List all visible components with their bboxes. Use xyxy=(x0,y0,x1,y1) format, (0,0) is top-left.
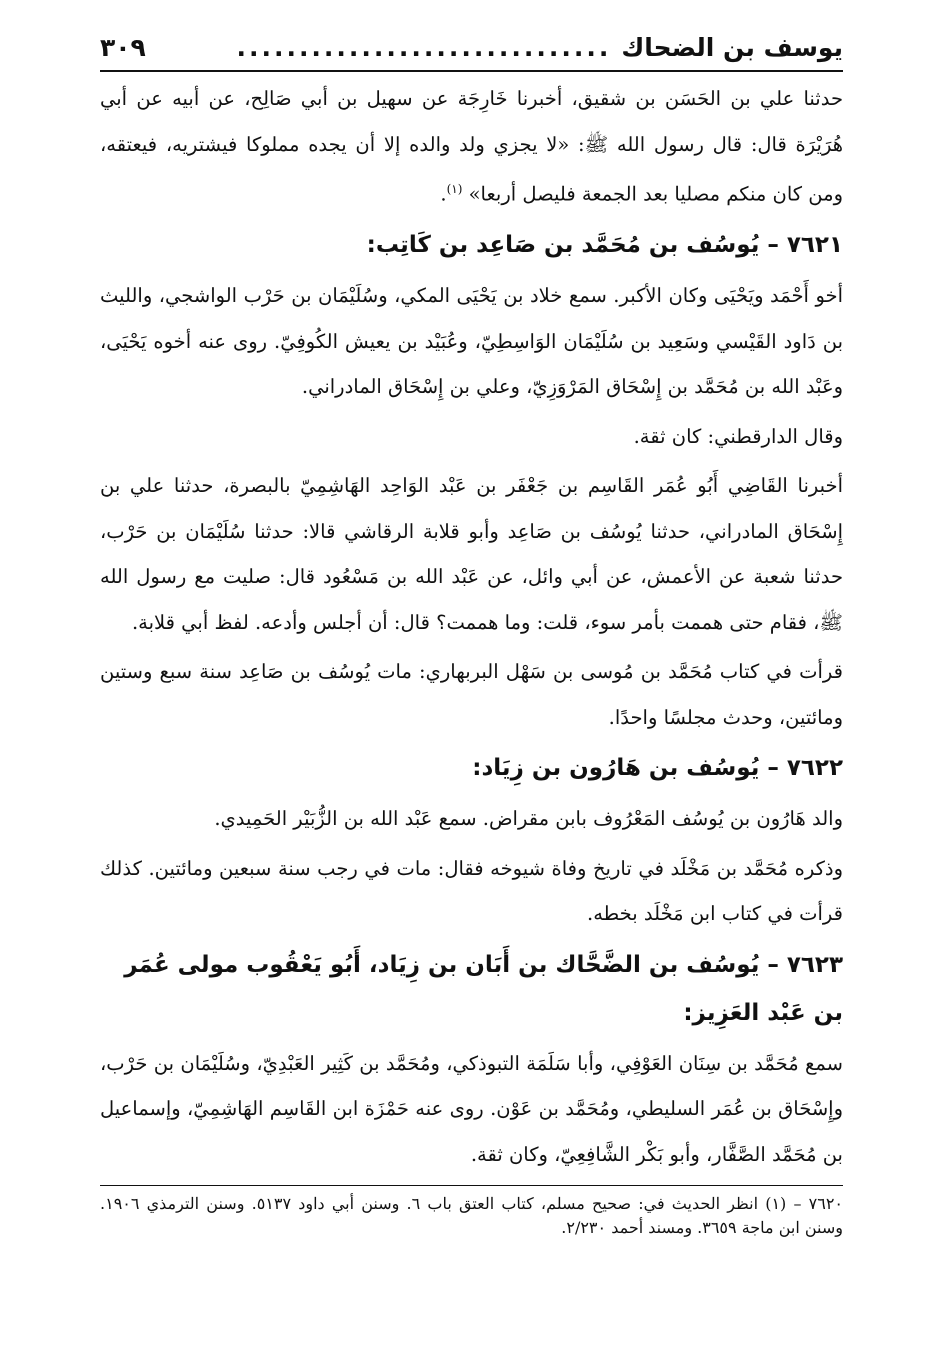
paragraph-bio-7623: سمع مُحَمَّد بن سِنَان العَوْفِي، وأبا سَلَمَة التبوذكي، ومُحَمَّد بن كَثِير العَبْدِيّ، وسُلَيْمَان بن حَرْب، وإِسْحَاق بن عُمَر السليطي، ومُحَمَّد بن عَوْن. روى عنه حَمْزَة ابن القَاسِم الهَاشِمِيّ، وإسماعيل بن مُحَمَّد الصَّفَّار، وأبو بَكْر الشَّافِعِيّ، وكان ثقة. xyxy=(100,1051,843,1166)
entry-number: ٧٦٢٢ – xyxy=(767,755,843,781)
entry-heading-7623 xyxy=(100,941,843,1037)
header-leader-dots: .............................. xyxy=(236,33,612,62)
entry-number: ٧٦٢٣ – xyxy=(767,951,843,978)
entry-heading-7621 xyxy=(100,221,843,269)
entry-title: يُوسُف بن الضَّحَّاك بن أَبَان بن زِيَاد، أَبُو يَعْقُوب مولى عُمَر بن عَبْد العَزِيز: xyxy=(124,951,843,1026)
paragraph-death-note: قرأت في كتاب مُحَمَّد بن مُوسى بن سَهْل البربهاري: مات يُوسُف بن صَاعِد سنة سبع وستين ومائتين، وحدث مجلسًا واحدًا. xyxy=(100,660,843,729)
header-title: يوسف بن الضحاك xyxy=(621,33,843,62)
entry-title: يُوسُف بن مُحَمَّد بن صَاعِد بن كَاتِب: xyxy=(366,232,760,258)
paragraph-daraqutni: وقال الدارقطني: كان ثقة. xyxy=(633,424,843,448)
running-header xyxy=(100,28,843,72)
entry-title: يُوسُف بن هَارُون بن زِيَاد: xyxy=(472,755,760,781)
paragraph-text: حدثنا علي بن الحَسَن بن شقيق، أخبرنا خَارِجَة عن سهيل بن أبي صَالِح، عن أبيه عن أبي هُرَيْرَة قال: قال رسول الله ﷺ: «لا يجزي ولد والده إلا أن يجده مملوكا فيشتريه، فيعتقه، ومن كان منكم مصليا بعد الجمعة فليصل أربعا» xyxy=(100,87,843,206)
entry-heading-7622 xyxy=(100,744,843,792)
paragraph-hadith-7620: حدثنا علي بن الحَسَن بن شقيق، أخبرنا خَارِجَة عن سهيل بن أبي صَالِح، عن أبيه عن أبي هُرَيْرَة قال: قال رسول الله ﷺ: «لا يجزي ولد والده إلا أن يجده مملوكا فيشتريه، فيعتقه، ومن كان منكم مصليا بعد الجمعة فليصل أربعا» $^{(١)}$. xyxy=(100,87,843,206)
paragraph-bio-7622: والد هَارُون بن يُوسُف المَعْرُوف بابن مقراض. سمع عَبْد الله بن الزُّبَيْر الحَمِيدي. xyxy=(214,807,843,830)
footnote-separator xyxy=(100,1185,843,1186)
page-number: ٣٠٩ xyxy=(100,33,146,62)
footnote-ref: (١) xyxy=(446,182,463,196)
footnote: ٧٦٢٠ – (١) انظر الحديث في: صحيح مسلم، كتاب العتق باب ٦. وسنن أبي داود ٥١٣٧. وسنن الترمذي ١٩٠٦. وسنن ابن ماجة ٣٦٥٩. ومسند أحمد ٢/٢٣٠. xyxy=(100,1194,844,1237)
entry-number: ٧٦٢١ – xyxy=(767,232,843,258)
paragraph-bio-7621: أخو أَحْمَد ويَحْيَى وكان الأكبر. سمع خلاد بن يَحْيَى المكي، وسُلَيْمَان بن حَرْب الواشجي، والليث بن دَاود القَيْسي وسَعِيد بن سُلَيْمَان الوَاسِطِيّ، وعُبَيْد بن يعيش الكُوفِيّ. روى عنه أخوه يَحْيَى، وعَبْد الله بن مُحَمَّد بن إِسْحَاق المَرْوَزِيّ، وعلي بن إِسْحَاق المادراني. xyxy=(100,284,843,398)
paragraph-death-7622: وذكره مُحَمَّد بن مَخْلَد في تاريخ وفاة شيوخه فقال: مات في رجب سنة سبعين ومائتين. كذلك قرأت في كتاب ابن مَخْلَد بخطه. xyxy=(100,856,843,925)
paragraph-isnad: أخبرنا القَاضِي أَبُو عُمَر القَاسِم بن جَعْفَر بن عَبْد الوَاحِد الهَاشِمِيّ بالبصرة، حدثنا علي بن إِسْحَاق المادراني، حدثنا يُوسُف بن صَاعِد وأبو قلابة الرقاشي قالا: حدثنا سُلَيْمَان بن حَرْب، حدثنا شعبة عن الأعمش، عن أبي وائل، عن عَبْد الله بن مَسْعُود قال: صليت مع رسول الله ﷺ، فقام حتى هممت بأمر سوء، قلت: وما هممت؟ قال: أن أجلس وأدعه. لفظ أبي قلابة. xyxy=(100,474,843,634)
